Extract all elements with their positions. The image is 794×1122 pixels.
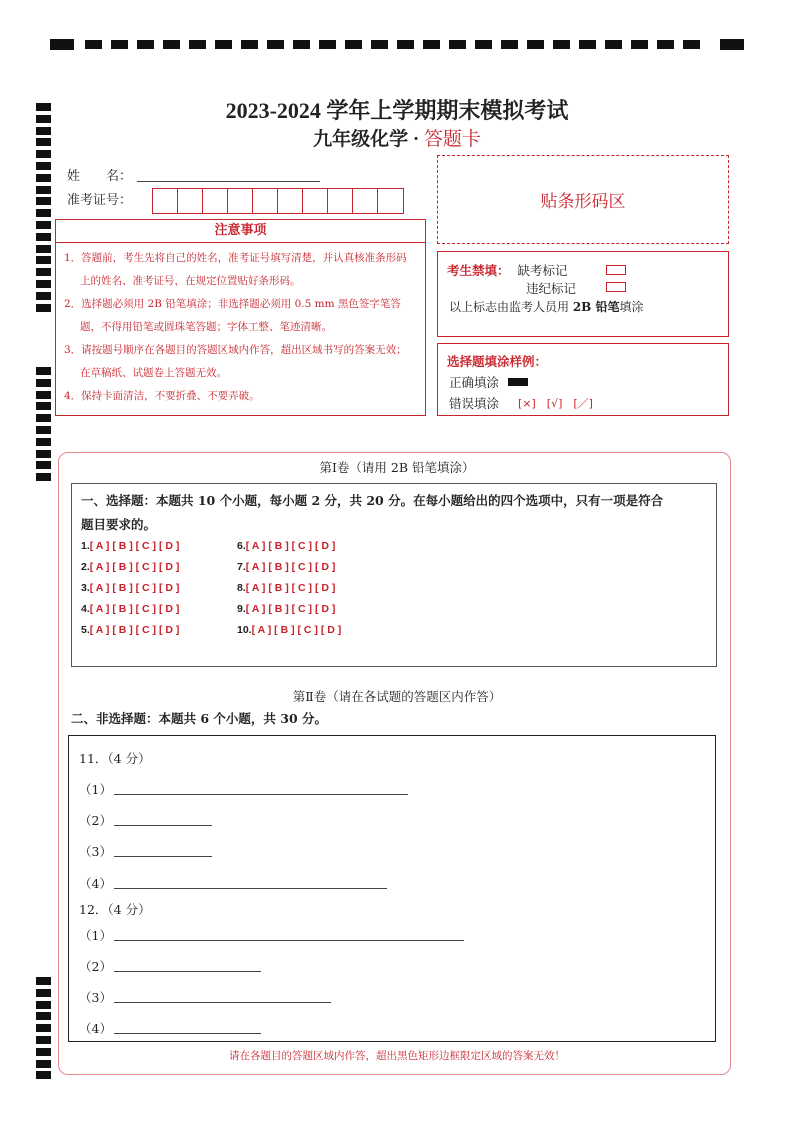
timing-mark — [36, 1001, 51, 1009]
notice-item: 2．选择题必须用 2B 铅笔填涂；非选择题必须用 0.5 mm 黑色签字笔答题，不得用铅笔或圆珠笔答题；字体工整、笔迹清晰。 — [64, 298, 401, 333]
question-number: 8. — [237, 582, 246, 594]
written-answer-box — [68, 735, 716, 1042]
timing-mark — [36, 304, 51, 312]
timing-mark — [36, 1012, 51, 1020]
name-label: 姓 名： — [67, 169, 133, 184]
ticket-digit-cell[interactable] — [228, 189, 253, 213]
answer-bubbles[interactable]: [ A ] [ B ] [ C ] [ D ] — [245, 603, 336, 615]
wrong-fill-samples: [×] [√] [／] — [518, 397, 593, 410]
notice-item: 3．请按题号顺序在各题目的答题区域内作答，超出区域书写的答案无效；在草稿纸、试题卷上答题无效。 — [64, 344, 407, 379]
sub-question-label: （3） — [79, 990, 112, 1005]
ticket-digit-cell[interactable] — [353, 189, 378, 213]
part2-heading: 第Ⅱ卷（请在各试题的答题区内作答） — [292, 689, 502, 704]
wrong-fill-label: 错误填涂 — [449, 396, 500, 411]
timing-mark — [36, 245, 51, 253]
ticket-digit-cell[interactable] — [303, 189, 328, 213]
timing-mark — [36, 174, 51, 182]
answer-bubbles[interactable]: [ A ] [ B ] [ C ] [ D ] — [89, 603, 180, 615]
card-label: 答题卡 — [423, 129, 481, 150]
mcq-row[interactable] — [81, 603, 179, 615]
timing-mark — [36, 1071, 51, 1079]
timing-mark — [36, 197, 51, 205]
answer-line[interactable] — [114, 888, 387, 889]
ticket-digit-cell[interactable] — [278, 189, 303, 213]
ticket-digit-cell[interactable] — [153, 189, 178, 213]
absent-label: 缺考标记 — [517, 263, 568, 278]
answer-line[interactable] — [114, 940, 464, 941]
question-number: 9. — [237, 603, 246, 615]
question-12-label: 12．（4 分） — [79, 902, 151, 917]
timing-mark — [36, 233, 51, 241]
timing-mark — [36, 186, 51, 194]
answer-bubbles[interactable]: [ A ] [ B ] [ C ] [ D ] — [89, 561, 180, 573]
mcq-box — [71, 483, 717, 667]
subject-label: 九年级化学 · — [313, 129, 424, 150]
timing-mark — [36, 414, 51, 422]
answer-bubbles[interactable]: [ A ] [ B ] [ C ] [ D ] — [89, 624, 180, 636]
question-number: 7. — [237, 561, 246, 573]
mcq-row[interactable] — [237, 603, 335, 615]
notice-item: 4．保持卡面清洁，不要折叠、不要弄破。 — [64, 390, 260, 402]
ticket-number-grid[interactable] — [152, 188, 404, 214]
question-number: 2. — [81, 561, 90, 573]
timing-mark — [36, 1024, 51, 1032]
violation-label: 违纪标记 — [526, 281, 577, 296]
sub-question-label: （1） — [79, 928, 112, 943]
exam-subtitle — [0, 124, 794, 151]
timing-mark — [36, 268, 51, 276]
mcq-row[interactable] — [81, 540, 179, 552]
timing-mark — [36, 426, 51, 434]
sub-question-label: （4） — [79, 876, 112, 891]
timing-mark — [36, 391, 51, 399]
part1-heading: 第Ⅰ卷（请用 2B 铅笔填涂） — [319, 460, 475, 475]
question-number: 4. — [81, 603, 90, 615]
answer-bubbles[interactable]: [ A ] [ B ] [ C ] [ D ] — [245, 561, 336, 573]
timing-mark — [36, 402, 51, 410]
timing-mark — [36, 1036, 51, 1044]
answer-bubbles[interactable]: [ A ] [ B ] [ C ] [ D ] — [89, 540, 180, 552]
answer-bubbles[interactable]: [ A ] [ B ] [ C ] [ D ] — [251, 624, 342, 636]
answer-line[interactable] — [114, 825, 212, 826]
timing-mark — [36, 989, 51, 997]
timing-mark — [36, 162, 51, 170]
answer-line[interactable] — [114, 1033, 261, 1034]
proctor-note-bold: 2B 铅笔 — [572, 300, 620, 314]
answer-bubbles[interactable]: [ A ] [ B ] [ C ] [ D ] — [245, 582, 336, 594]
barcode-area[interactable] — [437, 155, 729, 244]
ticket-digit-cell[interactable] — [328, 189, 353, 213]
proctor-marks-box — [437, 251, 729, 337]
exam-title: 2023-2024 学年上学期期末模拟考试 — [225, 98, 569, 123]
mcq-instruction-cont: 题目要求的。 — [81, 517, 157, 532]
sub-question-label: （2） — [79, 813, 112, 828]
mcq-row[interactable] — [81, 582, 179, 594]
answer-bubbles[interactable]: [ A ] [ B ] [ C ] [ D ] — [89, 582, 180, 594]
timing-mark — [36, 150, 51, 158]
timing-mark — [36, 292, 51, 300]
question-number: 5. — [81, 624, 90, 636]
answer-line[interactable] — [114, 794, 408, 795]
question-number: 6. — [237, 540, 246, 552]
mcq-row[interactable] — [237, 624, 341, 636]
ticket-digit-cell[interactable] — [203, 189, 228, 213]
mcq-row[interactable] — [81, 561, 179, 573]
question-number: 1. — [81, 540, 90, 552]
sub-question-label: （2） — [79, 959, 112, 974]
absent-mark-box[interactable] — [606, 265, 626, 275]
timing-mark — [36, 450, 51, 458]
mcq-instruction: 一、选择题：本题共 10 个小题，每小题 2 分，共 20 分。在每小题给出的四个选项中，只有一项是符合 — [81, 493, 664, 508]
fill-sample-box — [437, 343, 729, 416]
footer-warning: 请在各题目的答题区域内作答，超出黑色矩形边框限定区域的答案无效！ — [229, 1050, 565, 1062]
timing-mark — [36, 256, 51, 264]
notice-box — [55, 219, 426, 416]
mcq-row[interactable] — [237, 561, 335, 573]
correct-fill-sample — [508, 378, 528, 386]
timing-mark — [36, 209, 51, 217]
sub-question-label: （1） — [79, 782, 112, 797]
timing-mark — [36, 280, 51, 288]
ticket-digit-cell[interactable] — [378, 189, 403, 213]
barcode-label: 贴条形码区 — [540, 192, 626, 212]
timing-mark — [36, 367, 51, 375]
correct-fill-label: 正确填涂 — [449, 375, 500, 390]
name-input-line[interactable] — [137, 181, 320, 182]
violation-mark-box[interactable] — [606, 282, 626, 292]
timing-mark — [36, 977, 51, 985]
ticket-label: 准考证号： — [67, 193, 133, 208]
notice-heading: 注意事项 — [56, 220, 425, 243]
timing-mark — [36, 221, 51, 229]
proctor-note-end: 填涂 — [619, 300, 644, 314]
answer-line[interactable] — [114, 856, 212, 857]
ticket-digit-cell[interactable] — [253, 189, 278, 213]
proctor-note — [449, 298, 644, 315]
part2-instruction: 二、非选择题：本题共 6 个小题，共 30 分。 — [71, 711, 328, 726]
mcq-row[interactable] — [237, 582, 335, 594]
question-number: 3. — [81, 582, 90, 594]
timing-mark — [36, 438, 51, 446]
proctor-note-text: 以上标志由监考人员用 — [449, 300, 573, 314]
question-number: 10. — [237, 624, 252, 636]
sub-question-label: （4） — [79, 1021, 112, 1036]
mcq-row[interactable] — [81, 624, 179, 636]
answer-line[interactable] — [114, 971, 261, 972]
mcq-row[interactable] — [237, 540, 335, 552]
sample-heading: 选择题填涂样例： — [447, 354, 548, 369]
answer-line[interactable] — [114, 1002, 331, 1003]
ticket-digit-cell[interactable] — [178, 189, 203, 213]
timing-mark — [36, 379, 51, 387]
proctor-label: 考生禁填： — [447, 263, 510, 278]
answer-bubbles[interactable]: [ A ] [ B ] [ C ] [ D ] — [245, 540, 336, 552]
sub-question-label: （3） — [79, 844, 112, 859]
question-11-label: 11．（4 分） — [79, 751, 151, 766]
notice-item: 1．答题前，考生先将自己的姓名，准考证号填写清楚，并认真核准条形码上的姓名、准考证号，在规定位置贴好条形码。 — [64, 252, 407, 287]
